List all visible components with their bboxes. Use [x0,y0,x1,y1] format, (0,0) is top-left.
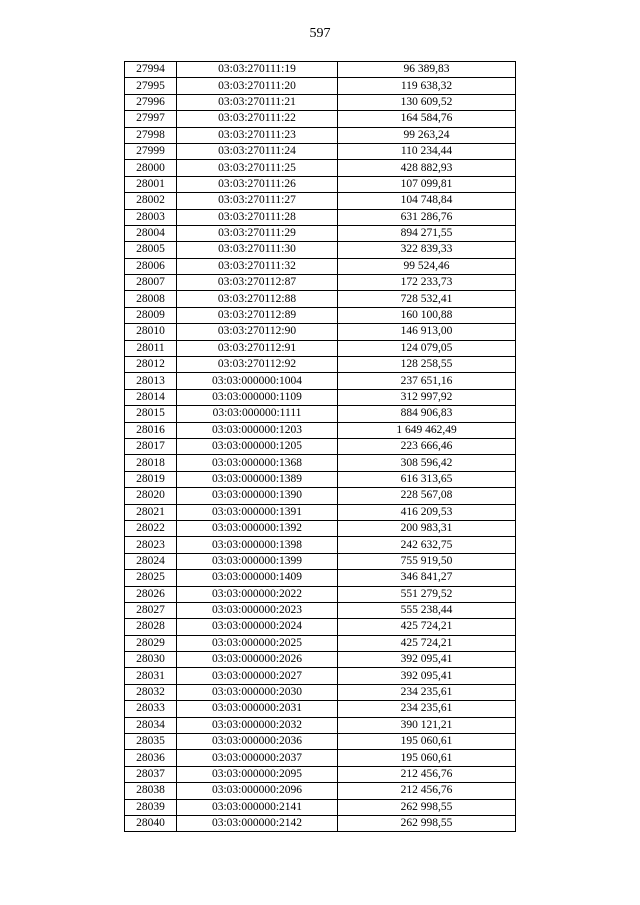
table-row [125,389,516,405]
row-number-cell: 28037 [125,766,177,782]
cadastral-value-cell: 107 099,81 [338,176,516,192]
cadastral-value-cell: 884 906,83 [338,406,516,422]
table-row [125,799,516,815]
row-number-cell: 27996 [125,94,177,110]
cadastral-value-cell: 234 235,61 [338,701,516,717]
cadastral-number-cell: 03:03:270111:28 [177,209,338,225]
table-row [125,94,516,110]
table-row [125,602,516,618]
cadastral-number-cell: 03:03:000000:2025 [177,635,338,651]
cadastral-number-cell: 03:03:000000:1409 [177,570,338,586]
row-number-cell: 28000 [125,160,177,176]
cadastral-number-cell: 03:03:000000:1203 [177,422,338,438]
table-row [125,209,516,225]
cadastral-number-cell: 03:03:270111:30 [177,242,338,258]
row-number-cell: 28005 [125,242,177,258]
table-row [125,160,516,176]
table-body [125,62,516,832]
cadastral-value-cell: 124 079,05 [338,340,516,356]
table-row [125,291,516,307]
cadastral-number-cell: 03:03:270111:23 [177,127,338,143]
table-row [125,488,516,504]
cadastral-value-cell: 212 456,76 [338,783,516,799]
cadastral-number-cell: 03:03:270111:25 [177,160,338,176]
table-row [125,766,516,782]
row-number-cell: 28007 [125,275,177,291]
cadastral-value-cell: 172 233,73 [338,275,516,291]
row-number-cell: 28017 [125,438,177,454]
table-row [125,275,516,291]
cadastral-number-cell: 03:03:000000:1389 [177,471,338,487]
cadastral-value-cell: 262 998,55 [338,815,516,831]
row-number-cell: 28004 [125,225,177,241]
table-row [125,701,516,717]
cadastral-value-cell: 195 060,61 [338,734,516,750]
table-row [125,324,516,340]
cadastral-value-table [124,61,516,832]
row-number-cell: 28022 [125,520,177,536]
cadastral-number-cell: 03:03:000000:2027 [177,668,338,684]
table-row [125,570,516,586]
cadastral-number-cell: 03:03:000000:2095 [177,766,338,782]
table-row [125,127,516,143]
row-number-cell: 27997 [125,111,177,127]
cadastral-value-cell: 631 286,76 [338,209,516,225]
cadastral-value-cell: 110 234,44 [338,143,516,159]
row-number-cell: 28011 [125,340,177,356]
table-row [125,438,516,454]
row-number-cell: 28025 [125,570,177,586]
cadastral-value-cell: 130 609,52 [338,94,516,110]
row-number-cell: 28033 [125,701,177,717]
table-row [125,635,516,651]
cadastral-number-cell: 03:03:270112:87 [177,275,338,291]
table-row [125,422,516,438]
table-row [125,717,516,733]
table-row [125,668,516,684]
row-number-cell: 28020 [125,488,177,504]
row-number-cell: 28030 [125,652,177,668]
cadastral-number-cell: 03:03:000000:1004 [177,373,338,389]
cadastral-number-cell: 03:03:000000:2032 [177,717,338,733]
row-number-cell: 28023 [125,537,177,553]
cadastral-number-cell: 03:03:270111:19 [177,62,338,78]
cadastral-value-cell: 346 841,27 [338,570,516,586]
table-row [125,619,516,635]
cadastral-number-cell: 03:03:000000:1398 [177,537,338,553]
cadastral-value-cell: 308 596,42 [338,455,516,471]
cadastral-value-cell: 262 998,55 [338,799,516,815]
row-number-cell: 28028 [125,619,177,635]
row-number-cell: 28038 [125,783,177,799]
cadastral-value-cell: 551 279,52 [338,586,516,602]
table-row [125,734,516,750]
row-number-cell: 28027 [125,602,177,618]
cadastral-value-cell: 237 651,16 [338,373,516,389]
cadastral-number-cell: 03:03:270112:91 [177,340,338,356]
row-number-cell: 28031 [125,668,177,684]
row-number-cell: 28032 [125,684,177,700]
row-number-cell: 28001 [125,176,177,192]
cadastral-number-cell: 03:03:000000:2031 [177,701,338,717]
cadastral-value-cell: 894 271,55 [338,225,516,241]
cadastral-number-cell: 03:03:270112:92 [177,357,338,373]
table-row [125,62,516,78]
table-row [125,357,516,373]
cadastral-value-cell: 104 748,84 [338,193,516,209]
cadastral-number-cell: 03:03:270111:26 [177,176,338,192]
table-row [125,373,516,389]
cadastral-value-cell: 616 313,65 [338,471,516,487]
cadastral-number-cell: 03:03:000000:1109 [177,389,338,405]
cadastral-value-cell: 99 524,46 [338,258,516,274]
table-row [125,307,516,323]
cadastral-value-cell: 425 724,21 [338,635,516,651]
cadastral-number-cell: 03:03:000000:1111 [177,406,338,422]
row-number-cell: 28013 [125,373,177,389]
table-row [125,242,516,258]
row-number-cell: 28002 [125,193,177,209]
cadastral-value-cell: 223 666,46 [338,438,516,454]
row-number-cell: 28010 [125,324,177,340]
cadastral-number-cell: 03:03:000000:2022 [177,586,338,602]
row-number-cell: 28035 [125,734,177,750]
row-number-cell: 28006 [125,258,177,274]
row-number-cell: 28008 [125,291,177,307]
cadastral-value-cell: 212 456,76 [338,766,516,782]
cadastral-value-cell: 1 649 462,49 [338,422,516,438]
row-number-cell: 28019 [125,471,177,487]
cadastral-number-cell: 03:03:000000:1390 [177,488,338,504]
table-row [125,176,516,192]
cadastral-number-cell: 03:03:000000:1368 [177,455,338,471]
cadastral-number-cell: 03:03:000000:2142 [177,815,338,831]
cadastral-value-cell: 96 389,83 [338,62,516,78]
cadastral-value-cell: 200 983,31 [338,520,516,536]
table-row [125,537,516,553]
row-number-cell: 28040 [125,815,177,831]
cadastral-value-cell: 390 121,21 [338,717,516,733]
row-number-cell: 28039 [125,799,177,815]
cadastral-value-cell: 425 724,21 [338,619,516,635]
row-number-cell: 28018 [125,455,177,471]
cadastral-number-cell: 03:03:270111:27 [177,193,338,209]
page-number: 597 [309,26,331,41]
cadastral-number-cell: 03:03:270111:22 [177,111,338,127]
table-row [125,586,516,602]
row-number-cell: 28012 [125,357,177,373]
row-number-cell: 28009 [125,307,177,323]
row-number-cell: 28021 [125,504,177,520]
cadastral-value-cell: 128 258,55 [338,357,516,373]
cadastral-value-cell: 164 584,76 [338,111,516,127]
cadastral-number-cell: 03:03:000000:1392 [177,520,338,536]
table-row [125,553,516,569]
cadastral-number-cell: 03:03:270111:24 [177,143,338,159]
row-number-cell: 28014 [125,389,177,405]
table-row [125,78,516,94]
cadastral-value-cell: 392 095,41 [338,668,516,684]
cadastral-number-cell: 03:03:000000:1391 [177,504,338,520]
cadastral-value-cell: 99 263,24 [338,127,516,143]
table-row [125,520,516,536]
cadastral-value-cell: 728 532,41 [338,291,516,307]
cadastral-number-cell: 03:03:270111:32 [177,258,338,274]
cadastral-value-cell: 755 919,50 [338,553,516,569]
row-number-cell: 28029 [125,635,177,651]
cadastral-value-cell: 242 632,75 [338,537,516,553]
cadastral-number-cell: 03:03:000000:2036 [177,734,338,750]
cadastral-value-cell: 555 238,44 [338,602,516,618]
cadastral-value-cell: 392 095,41 [338,652,516,668]
cadastral-number-cell: 03:03:270111:20 [177,78,338,94]
row-number-cell: 28015 [125,406,177,422]
table-row [125,471,516,487]
table-row [125,783,516,799]
table-row [125,406,516,422]
cadastral-number-cell: 03:03:000000:2096 [177,783,338,799]
table-row [125,340,516,356]
row-number-cell: 27994 [125,62,177,78]
table-row [125,815,516,831]
cadastral-number-cell: 03:03:000000:2023 [177,602,338,618]
cadastral-value-cell: 160 100,88 [338,307,516,323]
table-row [125,455,516,471]
table-row [125,193,516,209]
cadastral-value-cell: 146 913,00 [338,324,516,340]
cadastral-value-cell: 119 638,32 [338,78,516,94]
table-row [125,684,516,700]
cadastral-number-cell: 03:03:000000:1205 [177,438,338,454]
table-row [125,225,516,241]
cadastral-value-cell: 228 567,08 [338,488,516,504]
table-row [125,750,516,766]
cadastral-number-cell: 03:03:270112:88 [177,291,338,307]
row-number-cell: 27998 [125,127,177,143]
cadastral-number-cell: 03:03:000000:2037 [177,750,338,766]
row-number-cell: 28024 [125,553,177,569]
table-row [125,258,516,274]
cadastral-number-cell: 03:03:000000:2141 [177,799,338,815]
row-number-cell: 28003 [125,209,177,225]
cadastral-number-cell: 03:03:270112:90 [177,324,338,340]
cadastral-number-cell: 03:03:000000:2026 [177,652,338,668]
cadastral-value-cell: 428 882,93 [338,160,516,176]
cadastral-value-cell: 416 209,53 [338,504,516,520]
row-number-cell: 28034 [125,717,177,733]
cadastral-value-cell: 195 060,61 [338,750,516,766]
cadastral-value-cell: 312 997,92 [338,389,516,405]
table-row [125,652,516,668]
cadastral-number-cell: 03:03:000000:2030 [177,684,338,700]
row-number-cell: 28036 [125,750,177,766]
cadastral-number-cell: 03:03:000000:2024 [177,619,338,635]
table-row [125,504,516,520]
cadastral-number-cell: 03:03:270111:21 [177,94,338,110]
table-row [125,143,516,159]
cadastral-value-cell: 322 839,33 [338,242,516,258]
row-number-cell: 28026 [125,586,177,602]
row-number-cell: 27995 [125,78,177,94]
cadastral-number-cell: 03:03:270112:89 [177,307,338,323]
row-number-cell: 28016 [125,422,177,438]
row-number-cell: 27999 [125,143,177,159]
table-row [125,111,516,127]
cadastral-number-cell: 03:03:270111:29 [177,225,338,241]
cadastral-number-cell: 03:03:000000:1399 [177,553,338,569]
cadastral-value-cell: 234 235,61 [338,684,516,700]
